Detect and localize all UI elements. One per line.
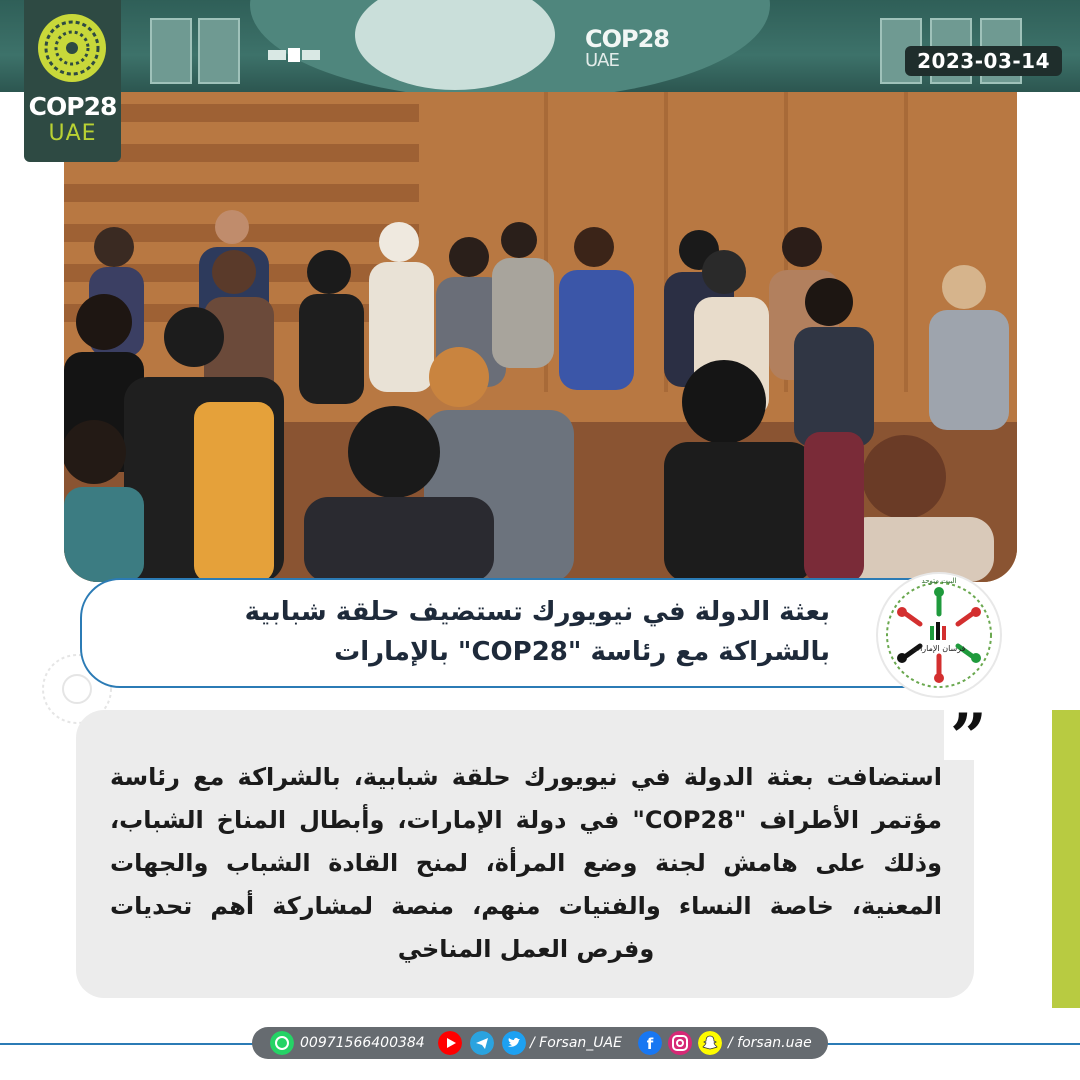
forsan-uae-emblem-icon (878, 574, 1000, 696)
badge-label: فرسان الإمارات (912, 644, 966, 653)
decor-pillar (198, 18, 240, 84)
meeting-photo-illustration (64, 92, 1017, 582)
snapchat-icon[interactable] (698, 1031, 722, 1055)
twitter-icon[interactable] (502, 1031, 526, 1055)
svg-text:f: f (646, 1035, 654, 1053)
phone-number[interactable]: 00971566400384 (300, 1035, 425, 1051)
banner-cop28-logo: COP28 UAE (585, 25, 670, 71)
date-badge: 2023-03-14 (905, 46, 1062, 76)
forsan-uae-logo (878, 574, 1000, 696)
headline-line-2: بالشراكة مع رئاسة "COP28" بالإمارات (334, 637, 830, 667)
instagram-icon[interactable] (668, 1031, 692, 1055)
headline-line-1: بعثة الدولة في نيويورك تستضيف حلقة شبابية (244, 597, 830, 627)
cop28-globe-icon (36, 12, 108, 84)
quote-mark (944, 700, 1004, 775)
forsan-handle[interactable]: / forsan.uae (728, 1035, 812, 1051)
whatsapp-icon[interactable] (270, 1031, 294, 1055)
meeting-photo (64, 92, 1017, 582)
badge-ring-text: البيت متوحد (921, 577, 957, 585)
twitter-handle[interactable]: / Forsan_UAE (530, 1035, 622, 1051)
accent-bar (1052, 710, 1080, 1008)
cop28-text: COP28 (28, 92, 117, 121)
decor-pillar (150, 18, 192, 84)
satellite-icon (268, 46, 320, 64)
body-text: استضافت بعثة الدولة في نيويورك حلقة شبابية، بالشراكة مع رئاسة مؤتمر الأطراف "COP28" في دولة الإمارات، وأبطال المناخ الشباب، وذلك على هامش لجنة وضع المرأة، لمنح القادة الشباب والجهات المعنية، خاصة النساء والفتيات منهم، منصة لمشاركة أهم تحديات وفرص العمل المناخي (110, 763, 943, 963)
telegram-icon[interactable] (470, 1031, 494, 1055)
uae-text: UAE (48, 121, 97, 146)
youtube-icon[interactable] (438, 1031, 462, 1055)
headline (130, 592, 830, 672)
cop28-logo (24, 0, 121, 162)
quote-icon: ” (950, 700, 987, 775)
facebook-icon[interactable] (638, 1031, 662, 1055)
